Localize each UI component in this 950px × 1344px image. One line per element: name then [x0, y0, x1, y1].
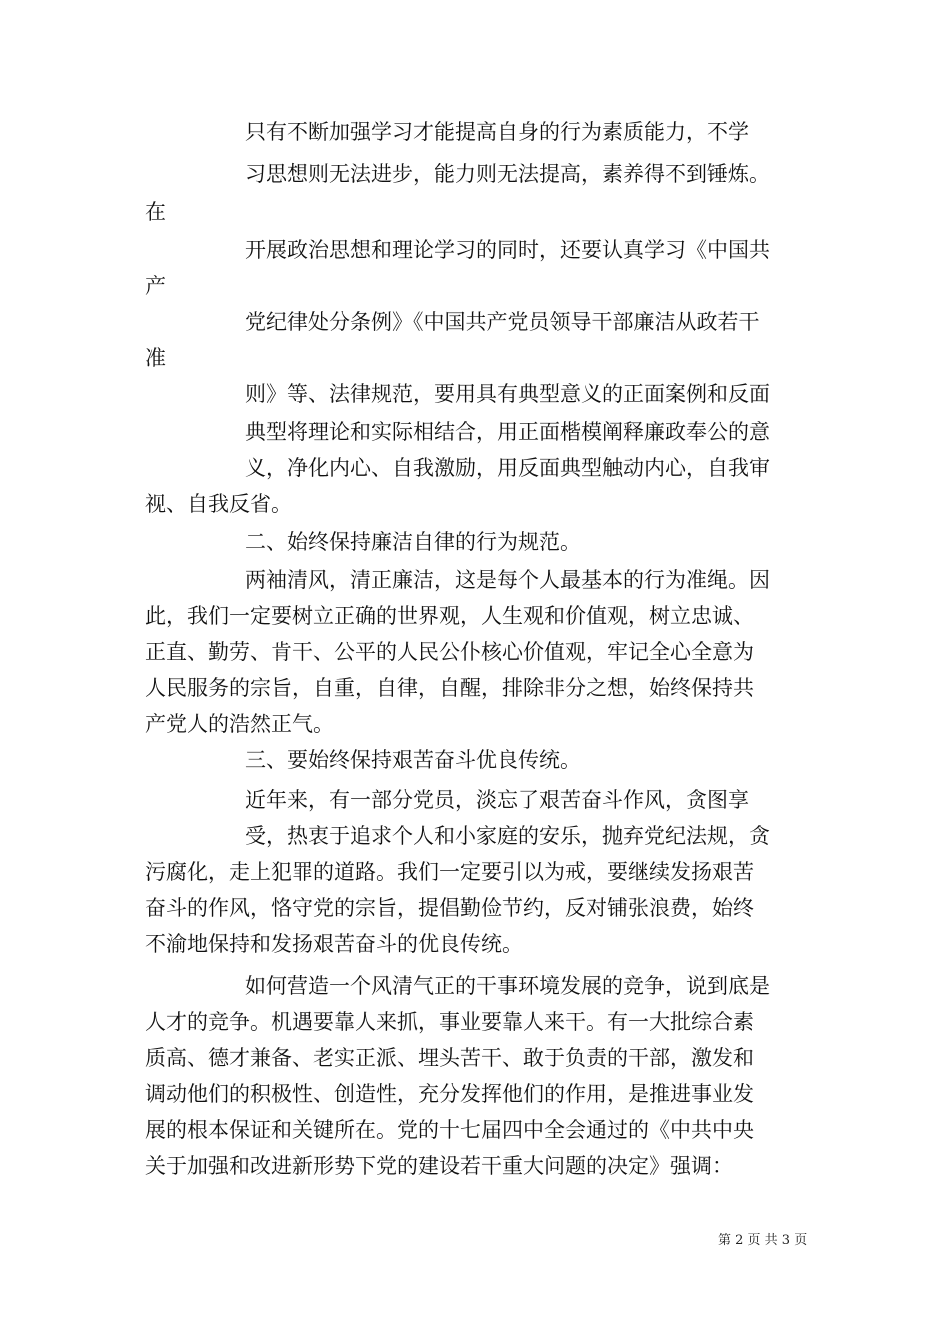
text-line: 关于加强和改进新形势下党的建设若干重大问题的决定》强调：	[145, 1154, 733, 1178]
text-line: 开展政治思想和理论学习的同时，还要认真学习《中国共	[245, 238, 770, 262]
text-line: 近年来，有一部分党员，淡忘了艰苦奋斗作风，贪图享	[245, 788, 749, 812]
text-line: 人民服务的宗旨，自重，自律，自醒，排除非分之想，始终保持共	[145, 676, 754, 700]
text-line: 正直、勤劳、肯干、公平的人民公仆核心价值观，牢记全心全意为	[145, 640, 754, 664]
text-line: 产党人的浩然正气。	[145, 712, 334, 736]
section-heading: 二、始终保持廉洁自律的行为规范。	[245, 530, 581, 554]
text-line: 调动他们的积极性、创造性，充分发挥他们的作用，是推进事业发	[145, 1082, 754, 1106]
text-line: 污腐化，走上犯罪的道路。我们一定要引以为戒，要继续发扬艰苦	[145, 860, 754, 884]
text-line: 如何营造一个风清气正的干事环境发展的竞争，说到底是	[245, 974, 770, 998]
text-line: 准	[145, 346, 166, 370]
text-line: 则》等、法律规范，要用具有典型意义的正面案例和反面	[245, 382, 770, 406]
text-line: 受，热衷于追求个人和小家庭的安乐，抛弃党纪法规，贪	[245, 824, 770, 848]
text-line: 典型将理论和实际相结合，用正面楷模阐释廉政奉公的意	[245, 420, 770, 444]
page-number: 第 2 页 共 3 页	[718, 1233, 808, 1248]
text-line: 此，我们一定要树立正确的世界观，人生观和价值观，树立忠诚、	[145, 604, 754, 628]
section-heading: 三、要始终保持艰苦奋斗优良传统。	[245, 748, 581, 772]
text-line: 奋斗的作风，恪守党的宗旨，提倡勤俭节约，反对铺张浪费，始终	[145, 896, 754, 920]
text-line: 党纪律处分条例》《中国共产党员领导干部廉洁从政若干	[245, 310, 760, 334]
text-line: 两袖清风，清正廉洁，这是每个人最基本的行为准绳。因	[245, 568, 770, 592]
text-line: 习思想则无法进步，能力则无法提高，素养得不到锤炼。	[245, 162, 770, 186]
text-line: 不渝地保持和发扬艰苦奋斗的优良传统。	[145, 932, 523, 956]
text-line: 产	[145, 274, 166, 298]
text-line: 展的根本保证和关键所在。党的十七届四中全会通过的《中共中央	[145, 1118, 754, 1142]
text-line: 视、自我反省。	[145, 492, 292, 516]
text-line: 质高、德才兼备、老实正派、埋头苦干、敢于负责的干部，激发和	[145, 1046, 754, 1070]
text-line: 人才的竞争。机遇要靠人来抓，事业要靠人来干。有一大批综合素	[145, 1010, 754, 1034]
text-line: 在	[145, 200, 166, 224]
text-line: 只有不断加强学习才能提高自身的行为素质能力，不学	[245, 120, 749, 144]
text-line: 义，净化内心、自我激励，用反面典型触动内心，自我审	[245, 456, 770, 480]
